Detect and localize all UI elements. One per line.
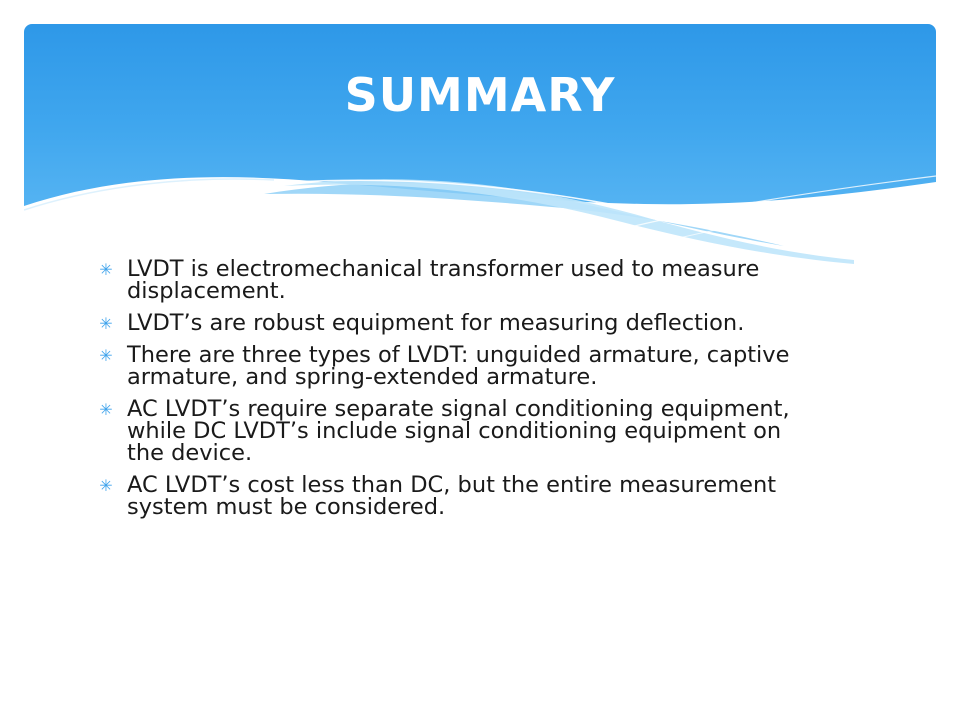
list-item xyxy=(95,398,795,464)
bullet-text: LVDT is electromechanical transformer used to measure displacement. xyxy=(127,256,760,304)
bullet-text: AC LVDT’s require separate signal conditioning equipment, while DC LVDT’s include signal conditioning equipment on the device. xyxy=(127,396,790,466)
slide-title: SUMMARY xyxy=(344,68,616,122)
wave-decoration xyxy=(24,24,936,274)
list-item xyxy=(95,474,795,518)
asterisk-bullet-icon: ✳ xyxy=(99,346,113,365)
asterisk-bullet-icon: ✳ xyxy=(99,400,113,419)
list-item xyxy=(95,258,795,302)
bullet-text: AC LVDT’s cost less than DC, but the entire measurement system must be considered. xyxy=(127,472,777,520)
list-item xyxy=(95,344,795,388)
asterisk-bullet-icon: ✳ xyxy=(99,476,113,495)
bullet-list xyxy=(95,258,795,528)
asterisk-bullet-icon: ✳ xyxy=(99,260,113,279)
title-banner xyxy=(24,24,936,274)
bullet-text: There are three types of LVDT: unguided armature, captive armature, and spring-extended armature. xyxy=(127,342,790,390)
list-item xyxy=(95,312,795,334)
asterisk-bullet-icon: ✳ xyxy=(99,314,113,333)
bullet-text: LVDT’s are robust equipment for measuring deflection. xyxy=(127,310,745,336)
